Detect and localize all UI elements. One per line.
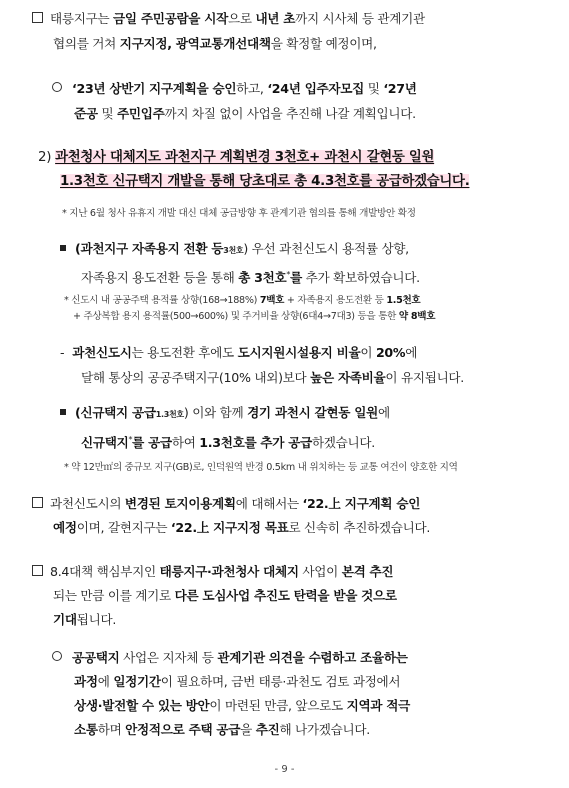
text: 까지 시사체 등 관계기관 [295, 11, 425, 26]
text: ) 이와 함께 [183, 405, 248, 420]
text: 안정적으로 주택 공급 [125, 722, 241, 737]
footnote-detail [64, 294, 569, 324]
text: 를 [290, 270, 302, 286]
section-heading [38, 149, 569, 191]
text: 지구지정, 광역교통개선대책 [119, 36, 271, 51]
text: 총 3천호 [238, 270, 287, 286]
footnote: * 약 12만㎡의 중규모 지구(GB)로, 인덕원역 반경 0.5km 내 위치하는 등 교통 여건이 양호한 지역 [64, 462, 458, 473]
text: 는 용도전환 후에도 [131, 345, 238, 360]
text: 하여 [171, 435, 200, 451]
text: 추진 [255, 722, 280, 737]
text: 과천신도시 [72, 345, 132, 360]
footnote: * 지난 6월 청사 유휴지 개발 대신 대체 공급방향 후 관계기관 협의를 통해 개발방안 확정 [62, 208, 416, 219]
text: 신규택지 [81, 435, 129, 451]
paragraph-expectation [32, 563, 569, 629]
item-new-site [60, 404, 569, 452]
text: ‘27년 [383, 81, 417, 96]
text: 하겠습니다. [311, 435, 375, 451]
item-self-sufficiency [60, 344, 569, 387]
heading-line: 1.3천호 신규택지 개발을 통해 당초대로 총 4.3천호를 공급하겠습니다. [60, 174, 470, 189]
text: 하고, [236, 81, 268, 96]
text: 경기 과천시 갈현동 일원 [247, 405, 378, 420]
text: 지역과 적극 [346, 698, 410, 713]
square-bullet-icon [32, 565, 43, 576]
text: * [286, 270, 291, 279]
text: 8.4대책 핵심부지인 [50, 564, 160, 579]
text: 이 [360, 345, 376, 360]
text: 하며 [97, 722, 126, 737]
text: 1.3천호 [155, 410, 184, 419]
heading-number: 2) [38, 150, 52, 165]
square-bullet-icon [32, 12, 43, 23]
text: 이며, 갈현지구는 [76, 520, 171, 535]
paragraph-taereung [32, 10, 569, 53]
text: 을 확정할 예정이며, [270, 36, 377, 51]
circle-bullet-icon [52, 651, 62, 661]
text: 및 [364, 81, 384, 96]
text: 일정기간 [113, 674, 161, 689]
text: + 주상복합 용지 용적률(500→600%) 및 주거비율 상향(6대4→7대3) 등을 통한 [73, 311, 399, 322]
text: ‘23년 상반기 지구계획을 승인 [72, 81, 237, 96]
text: 달해 통상의 공공주택지구(10% 내외)보다 [81, 370, 311, 385]
text: 상생·발전할 수 있는 방안 [74, 698, 210, 713]
circle-bullet-icon [52, 82, 62, 92]
text: 소통 [74, 722, 98, 737]
paragraph-land-use [32, 495, 569, 537]
text: 를 공급 [132, 435, 172, 451]
text: 예정 [53, 520, 77, 535]
text: (신규택지 공급 [75, 405, 156, 420]
text: 과정 [74, 674, 98, 689]
text: 다른 도심사업 추진도 탄력을 받을 것으로 [174, 588, 397, 603]
text: 3천호 [223, 246, 244, 255]
text: 사업은 지자체 등 [119, 650, 218, 665]
text: 본격 추진 [341, 564, 394, 579]
text: 높은 자족비율 [310, 370, 386, 385]
text: 내년 초 [255, 11, 296, 26]
text: 변경된 토지이용계획 [124, 496, 236, 511]
text: 까지 차질 없이 사업을 추진해 나갈 계획입니다. [164, 106, 416, 121]
text: 을 [240, 722, 256, 737]
text: 협의를 거쳐 [53, 36, 120, 51]
text: 에 대해서는 [235, 496, 303, 511]
text: 추가 확보하였습니다. [301, 270, 420, 286]
text: 태릉지구는 [50, 11, 114, 26]
text: 1.3천호를 추가 공급 [199, 435, 312, 451]
text: 1.5천호 [386, 295, 421, 306]
text: * [128, 435, 133, 444]
item-gwacheon-conversion [60, 240, 569, 287]
text: ) 우선 과천신도시 용적률 상향, [243, 241, 409, 256]
text: ‘22.上 지구계획 승인 [302, 496, 421, 511]
text: ‘22.上 지구지정 목표 [170, 520, 289, 535]
text: 에 [405, 345, 418, 360]
text: 으로 [228, 11, 256, 26]
text: 에 [97, 674, 114, 689]
dash-bullet: - [60, 345, 65, 360]
text: 주민입주 [117, 106, 165, 121]
text: ‘24년 입주자모집 [267, 81, 365, 96]
text: 과천신도시의 [50, 496, 125, 511]
text: 사업이 [298, 564, 342, 579]
paragraph-public-sites [52, 649, 569, 739]
text: 약 8백호 [398, 311, 436, 322]
text: 에 [377, 405, 390, 420]
text: + 자족용지 용도전환 등 [284, 295, 387, 306]
text: 준공 [74, 106, 98, 121]
text: 됩니다. [76, 612, 117, 627]
text: (과천지구 자족용지 전환 등 [75, 241, 224, 256]
text: 도시지원시설용지 비율 [237, 345, 361, 360]
text: 해 나가겠습니다. [279, 722, 370, 737]
text: 이 마련된 만큼, 앞으로도 [209, 698, 347, 713]
text: * 신도시 내 공공주택 용적률 상향(168→188%) [64, 295, 260, 306]
paragraph-schedule [52, 80, 569, 123]
text: 되는 만큼 이를 계기로 [53, 588, 175, 603]
text: 금일 주민공람을 시작 [113, 11, 228, 26]
text: 20% [375, 345, 406, 360]
text: 관계기관 의견을 수렴하고 조율하는 [217, 650, 408, 665]
filled-square-bullet-icon [60, 245, 66, 251]
page-number: - 9 - [274, 764, 295, 775]
text: 로 신속히 추진하겠습니다. [288, 520, 431, 535]
text: 공공택지 [72, 650, 120, 665]
text: 자족용지 용도전환 등을 통해 [81, 270, 239, 286]
filled-square-bullet-icon [60, 409, 66, 415]
text: 이 유지됩니다. [385, 370, 465, 385]
text: 및 [97, 106, 118, 121]
square-bullet-icon [32, 497, 43, 508]
heading-line: 과천청사 대체지도 과천지구 계획변경 3천호+ 과천시 갈현동 일원 [55, 150, 435, 165]
text: 태릉지구·과천청사 대체지 [159, 564, 299, 579]
text: 7백호 [259, 295, 285, 306]
text: 이 필요하며, 금번 태릉·과천도 검토 과정에서 [160, 674, 401, 689]
text: 기대 [53, 612, 77, 627]
